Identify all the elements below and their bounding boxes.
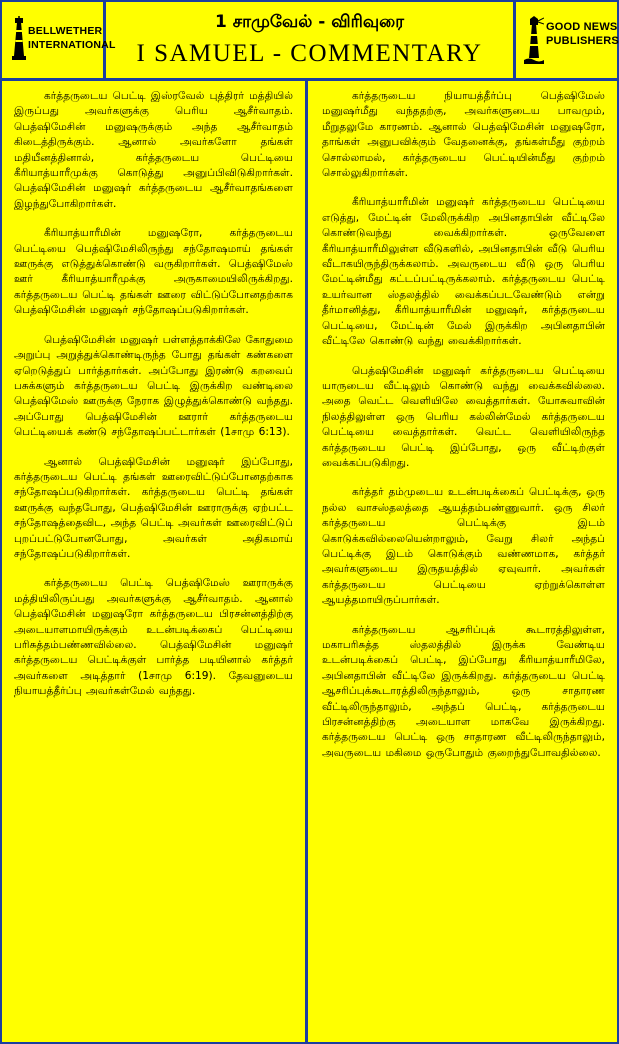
paragraph: கீரியாத்யாரீமின் மனுஷரோ, கர்த்தருடைய பெட்டியை பெத்ஷிமேசிலிருந்து சந்தோஷமாய் தங்கள் ஊருக்கு எடுத்துக்கொண்டு வருகிறார்கள். பெத்ஷிமேஸ் ஊர் கீரியாத்யாரீமுக்கு அருகாமையிலிருக்கிறது. கர்த்தருடைய பெட்டி தங்கள் ஊரை விட்டுப்போனதற்காக பெத்ஷிமேசின் மனுஷர் சந்தோஷப்படுகிறார்கள். (14, 227, 293, 317)
lighthouse-icon (10, 16, 28, 62)
paragraph: பெத்ஷிமேசின் மனுஷர் கர்த்தருடைய பெட்டியை யாருடைய வீட்டிலும் கொண்டு வந்து வைக்கவில்லை. அதை வெட்ட வெளியிலே வைத்தார்கள். யோசுவாவின் நிலத்திலுள்ள ஒரு பெரிய கல்லின்மேல் கர்த்தருடைய பெட்டியை வைத்தார்கள். வெட்ட வெளியிலிருந்த கர்த்தருடைய பெட்டி இப்போது, ஒரு வீட்டிற்குள் வைக்கப்படுகிறது. (322, 364, 605, 469)
header (2, 2, 617, 81)
logo-left-line2: INTERNATIONAL (28, 39, 116, 51)
paragraph: ஆனால் பெத்ஷிமேசின் மனுஷர் இப்போது, கர்த்தருடைய பெட்டி தங்கள் ஊரைவிட்டுப்போனதற்காக சந்தோஷப்படுகிறார்கள். கர்த்தருடைய பெட்டி தங்கள் ஊருக்கு வந்தபோது, பெத்ஷிமேசின் ஊராருக்கு ஏற்பட்ட சந்தோஷத்தைவிட, அந்த பெட்டி அவர்கள் ஊரைவிட்டுப் புறப்பட்டுபோனபோது, அவர்கள் அதிகமாய் சந்தோஷப்படுகிறார்கள். (14, 455, 293, 560)
page-title-english: I SAMUEL - COMMENTARY (136, 40, 483, 67)
paragraph: கர்த்தருடைய ஆசரிப்புக் கூடாரத்திலுள்ள, மகாபரிசுத்த ஸ்தலத்தில் இருக்க வேண்டிய உடன்படிக்கைப் பெட்டி, இப்போது கீரியாத்யாரீமிலே, அபினதாபின் வீட்டிலே இருக்கிறது. கர்த்தருடைய பெட்டி ஆசரிப்புக்கூடாரத்திலிருந்தாலும், ஒரு சாதாரண வீட்டிலிருந்தாலும், அந்தப் பெட்டி, கர்த்தருடைய பிரசன்னத்திற்கு அடையாள மாகவே இருக்கிறது. கர்த்தருடைய பெட்டி ஒரு சாதாரண வீட்டிலிருந்தாலும், அவருடைய மகிமை ஒருபோதும் குறைந்துபோவதில்லை. (322, 623, 605, 759)
paragraph: கர்த்தருடைய பெட்டி இஸ்ரவேல் புத்திரர் மத்தியில் இருப்பது அவர்களுக்கு பெரிய ஆசீர்வாதம். பெத்ஷிமேசின் மனுஷருக்கும் அந்த ஆசீர்வாதம் கிடைத்திருக்கும். ஆனால் அவர்களோ தங்கள் மதியீனத்தினால், கர்த்தருடைய பெட்டியை கீரியாத்யாரீமுக்கு கொடுத்து அனுப்பிவிடுகிறார்கள். பெத்ஷிமேசின் மனுஷர் கர்த்தருடைய ஆசீர்வாதங்களை இழந்துபோகிறார்கள். (14, 90, 293, 210)
good-news-logo (513, 2, 617, 78)
title-block (106, 2, 513, 78)
paragraph: பெத்ஷிமேசின் மனுஷர் பள்ளத்தாக்கிலே கோதுமை அறுப்பு அறுத்துக்கொண்டிருந்த போது தங்கள் கண்களை ஏறெடுத்துப் பார்த்தார்கள். அப்போது இரண்டு கறவைப் பசுக்களும் கர்த்தருடைய பெட்டி இருக்கிற வண்டிலை பெத்ஷிமேஸ் ஊருக்கு நேராக இழுத்துக்கொண்டு வந்தது. அப்போது பெத்ஷிமேசின் ஊரார் கர்த்தருடைய பெட்டியைக் கண்டு சந்தோஷப்பட்டார்கள் (1சாமு 6:13). (14, 333, 293, 439)
left-column (2, 81, 308, 1042)
right-column (308, 81, 617, 1042)
page-title-tamil: 1 சாமுவேல் - விரிவுரை (215, 12, 404, 32)
logo-right-line1: GOOD NEWS (546, 21, 618, 33)
logo-left-line1: BELLWETHER (28, 25, 103, 37)
paragraph: கர்த்தருடைய பெட்டி பெத்ஷிமேஸ் ஊராருக்கு மத்தியிலிருப்பது அவர்களுக்கு ஆசீர்வாதம். ஆனால் பெத்ஷிமேசின் மனுஷரோ கர்த்தருடைய பிரசன்னத்திற்கு அடையாளமாயிருக்கும் உடன்படிக்கைப் பெட்டியை பரிசுத்தம்பண்ணவில்லை. பெத்ஷிமேசின் மனுஷர் கர்த்தருடைய பெட்டிக்குள் பார்த்த படியினால் கர்த்தர் அவர்களை அடித்தார் (1சாமு 6:19). தேவனுடைய நியாயத்தீர்ப்பு அவர்கள்மேல் வந்தது. (14, 577, 293, 698)
paragraph: கர்த்தருடைய நியாயத்தீர்ப்பு பெத்ஷிமேஸ் மனுஷர்மீது வந்ததற்கு, அவர்களுடைய பாவமும், மீறுதலுமே காரணம். ஆனால் பெத்ஷிமேசின் மனுஷரோ, தாங்கள் அனுபவிக்கும் வேதனைக்கு, தங்கள்மீது குற்றம் சொல்லாமல், கர்த்தருடைய பெட்டியின்மீது குற்றம் சொல்லுகிறார்கள். (322, 90, 605, 180)
paragraph: கர்த்தர் தம்முடைய உடன்படிக்கைப் பெட்டிக்கு, ஒரு நல்ல வாசஸ்தலத்தை ஆயத்தம்பண்ணுவார். ஒரு சிலர் கர்த்தருடைய பெட்டிக்கு இடம் கொடுக்கவில்லையென்றாலும், வேறு சிலர் அந்தப் பெட்டிக்கு இடம் கொடுக்கும் வண்ணமாக, கர்த்தர் அவர்களுடைய இருதயத்தில் ஏவுவார். அவர்கள் கர்த்தருடைய பெட்டியை ஏற்றுக்கொள்ள ஆயத்தமாயிருப்பார்கள். (322, 486, 605, 607)
bellwether-logo (2, 2, 116, 78)
logo-right-line2: PUBLISHERS (546, 35, 619, 47)
paragraph: கீரியாத்யாரீமின் மனுஷர் கர்த்தருடைய பெட்டியை எடுத்து, மேட்டின் மேலிருக்கிற அபினதாபின் வீட்டிலே கொண்டுவந்து வைக்கிறார்கள். ஒருவேளை கீரியாத்யாரீமிலுள்ள வீடுகளில், அபினதாபின் வீடு பெரிய வீடாகயிருந்திருக்கலாம். அவருடைய வீடு ஒரு பெரிய மேட்டின்மீது கட்டப்பட்டிருக்கலாம். கர்த்தருடைய பெட்டி உயர்வான ஸ்தலத்தில் வைக்கப்படவேண்டும் என்று தீர்மானித்து, கீரியாத்யாரீமின் மனுஷர், கர்த்தருடைய பெட்டியை, மேட்டின் மேல் இருக்கிற அபினதாபின் வீட்டிலே கொண்டு வந்து வைக்கிறார்கள். (322, 196, 605, 348)
lighthouse-icon (524, 16, 544, 64)
